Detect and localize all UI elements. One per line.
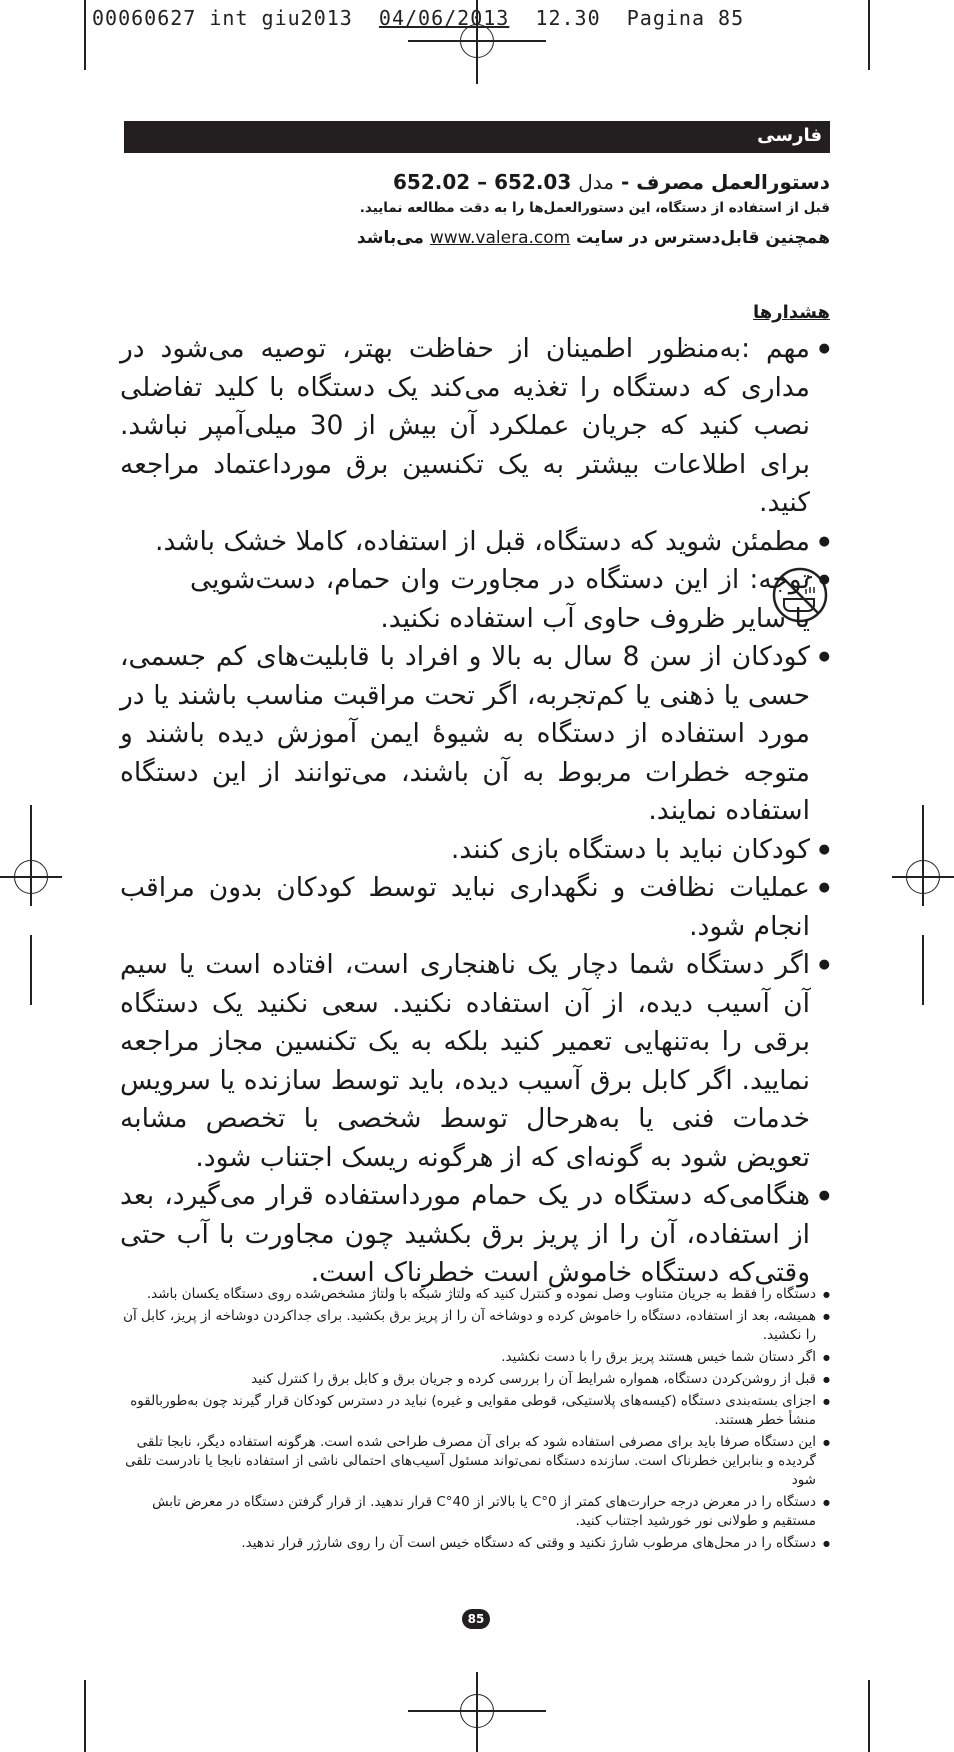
crop-mark-bottom-right (868, 1680, 870, 1752)
warnings-heading: هشدارها (753, 302, 830, 323)
print-code: 00060627 int giu2013 (92, 6, 353, 30)
crop-mark-top-right (868, 0, 870, 70)
secondary-warning-item: ● قبل از روشن‌کردن دستگاه، همواره شرایط آن را بررسی کرده و جریان برق و کابل برق را کنترل کنید (120, 1370, 830, 1389)
website-after: می‌باشد (356, 228, 424, 248)
secondary-warning-item: ● دستگاه را فقط به جریان متناوب وصل نموده و کنترل کنید که ولتاژ شبکه با ولتاژ مشخص‌شده روی دستگاه یکسان باشد. (120, 1285, 830, 1304)
crop-mark-right-lower (922, 935, 924, 1005)
crop-mark-left-lower (30, 935, 32, 1005)
crop-mark-bottom-left (84, 1680, 86, 1752)
website-line (124, 228, 830, 248)
print-slug (92, 6, 744, 30)
secondary-warning-item: ● دستگاه را در محل‌های مرطوب شارژ نکنید و وقتی که دستگاه خیس است آن را روی شارژر قرار ندهید. (120, 1534, 830, 1553)
secondary-warning-item: ● این دستگاه صرفا باید برای مصرفی استفاده شود که برای آن مصرف طراحی شده است. هرگونه استفاده دیگر، نابجا تلقی گردیده و بنابراین خطرناک است. سازنده دستگاه نمی‌تواند مسئول آسیب‌های احتمالی ناشی از استفاده نابجا یا نادرست تلقی شود (120, 1433, 830, 1490)
secondary-warning-item: ● اگر دستان شما خیس هستند پریز برق را با دست نکشید. (120, 1348, 830, 1367)
title-model-word: مدل (578, 170, 614, 194)
warning-item: ● توجه: از این دستگاه در مجاورت وان حمام، دست‌شویی یا سایر ظروف حاوی آب استفاده نکنید. (190, 561, 830, 638)
warning-item: ● مطمئن شوید که دستگاه، قبل از استفاده، کاملا خشک باشد. (120, 523, 830, 562)
read-instructions-note: قبل از استفاده از دستگاه، این دستورالعمل‌ها را به دقت مطالعه نمایید. (359, 200, 830, 216)
website-before: همچنین قابل‌دسترس در سایت (576, 228, 830, 248)
warning-item: ● مهم :به‌منظور اطمینان از حفاظت بهتر، توصیه می‌شود در مداری که دستگاه را تغذیه می‌کند یک دستگاه با کلید تفاضلی نصب کنید که جریان عملکرد آن بیش از 30 میلی‌آمپر نباشد. برای اطلاعات بیشتر به یک تکنسین برق مورداعتماد مراجعه کنید. (120, 330, 830, 523)
language-bar (124, 121, 830, 153)
print-time: 12.30 (535, 6, 601, 30)
crop-mark-top-left (84, 0, 86, 70)
print-page: Pagina 85 (626, 6, 745, 30)
title-main: دستورالعمل مصرف - (613, 170, 830, 194)
secondary-warning-item: ● دستگاه را در معرض درجه حرارت‌های کمتر از 0°C یا بالاتر از 40°C قرار ندهید. از قرار گرفتن دستگاه در معرض تابش مستقیم و طولانی نور خورشید اجتناب کنید. (120, 1493, 830, 1531)
warning-item: ● کودکان نباید با دستگاه بازی کنند. (120, 831, 830, 870)
warning-item: ● عملیات نظافت و نگهداری نباید توسط کودکان بدون مراقب انجام شود. (120, 869, 830, 946)
language-label: فارسی (757, 125, 822, 146)
secondary-warning-item: ● اجزای بسته‌بندی دستگاه (کیسه‌های پلاستیکی، قوطی مقوایی و غیره) نباید در دسترس کودکان قرار گیرند چون به‌طوربالقوه منشأ خطر هستند. (120, 1392, 830, 1430)
website-link[interactable]: www.valera.com (429, 228, 571, 248)
title-model-numbers: 652.02 – 652.03 (392, 170, 572, 194)
warning-item: ● اگر دستگاه شما دچار یک ناهنجاری است، افتاده است یا سیم آن آسیب دیده، از آن استفاده نکنید. سعی نکنید یک دستگاه برقی را به‌تنهایی تعمیر کنید بلکه به یک تکنسین مجاز مراجعه نمایید. اگر کابل برق آسیب دیده، باید توسط سازنده یا سرویس خدمات فنی یا به‌هرحال توسط شخصی با تخصص مشابه تعویض شود به گونه‌ای که از هرگونه ریسک اجتناب شود. (120, 946, 830, 1177)
manual-title (124, 170, 830, 194)
warning-item: ● هنگامی‌که دستگاه در یک حمام مورداستفاده قرار می‌گیرد، بعد از استفاده، آن را از پریز برق بکشید چون مجاورت با آب حتی وقتی‌که دستگاه خاموش است خطرناک است. (120, 1177, 830, 1293)
print-date: 04/06/2013 (378, 6, 510, 30)
warning-item: ● کودکان از سن 8 سال به بالا و افراد با قابلیت‌های کم جسمی، حسی یا ذهنی یا کم‌تجربه، اگر تحت مراقبت مناسب باشند یا در مورد استفاده از دستگاه به شیوهٔ ایمن آموزش دیده باشند و متوجه خطرات مربوط به آن باشند، می‌توانند از این دستگاه استفاده نمایند. (120, 638, 830, 831)
secondary-warnings-list (120, 1285, 830, 1556)
page-number-badge: 85 (462, 1609, 490, 1629)
secondary-warning-item: ● همیشه، بعد از استفاده، دستگاه را خاموش کرده و دوشاخه آن را از پریز برق بکشید. برای جداکردن دوشاخه از پریز، کابل آن را نکشید. (120, 1307, 830, 1345)
main-warnings-list (120, 330, 830, 1293)
